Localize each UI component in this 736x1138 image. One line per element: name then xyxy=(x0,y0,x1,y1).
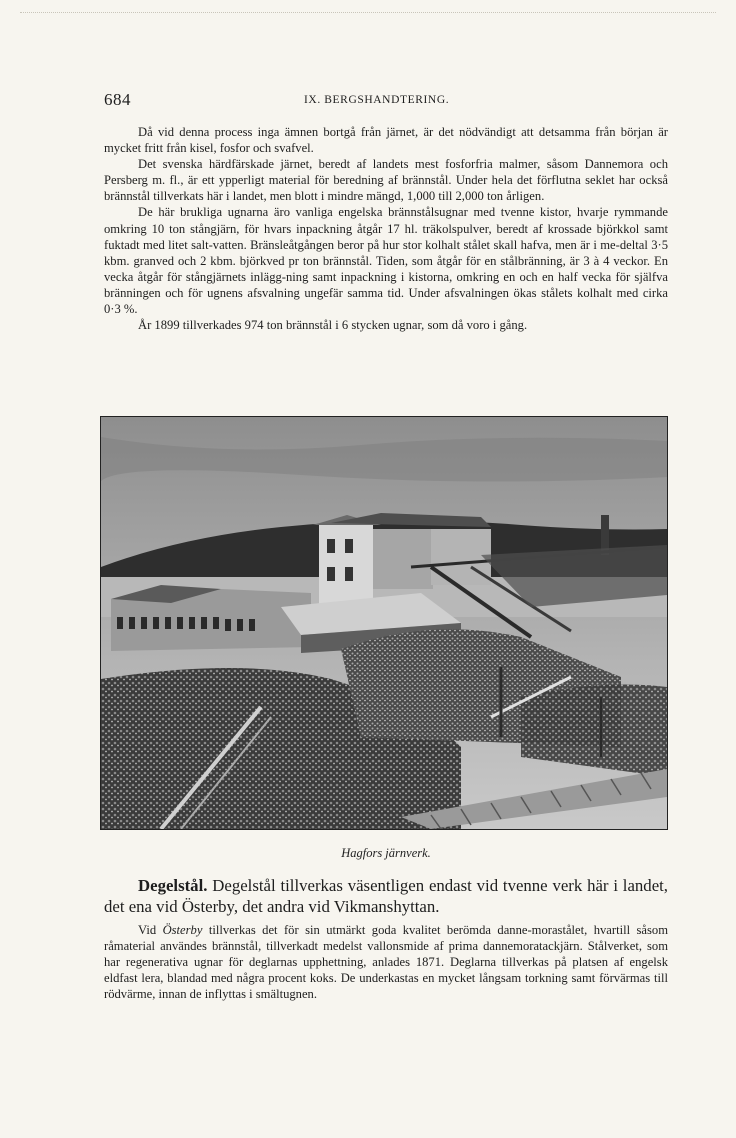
body-text-top xyxy=(104,124,668,333)
section-lead-text: Degelstål tillverkas väsentligen endast vid tvenne verk här i landet, det ena vid Österby, det andra vid Vikmanshyttan. xyxy=(104,876,669,916)
paragraph-start: Vid xyxy=(138,923,163,937)
section-degelstal xyxy=(104,876,668,917)
running-head: IX. BERGSHANDTERING. xyxy=(304,94,450,106)
place-name: Österby xyxy=(162,923,203,937)
paragraph-rest: tillverkas det för sin utmärkt goda kvalitet berömda danne-morastålet, hvartill såsom råmaterial användes brännstål, tillverkadt medelst vallonsmide af prima dannemoratackjärn. Stålverket, som har regenerativa ugnar för deglarnas upphettning, anlades 1871. Deglarna tillverkas på platsen af engelsk eldfast lera, blandad med några procent koks. De underkastas en mycket långsam torkning samt förvärmas till rödvärme, innan de inflyttas i smältugnen. xyxy=(104,923,668,1002)
page-number: 684 xyxy=(104,90,131,109)
photograph-hagfors-ironworks xyxy=(100,416,668,830)
section-heading: Degelstål. xyxy=(138,876,208,895)
section-lead-paragraph xyxy=(104,876,668,917)
paragraph: De här brukliga ugnarna äro vanliga engelska brännstålsugnar med tvenne kistor, hvarje rymmande omkring 10 ton stångjärn, för hvars inpackning åtgår 17 hl. träkolspulver, beredt af krossade björkkol samt fuktadt med litet salt-vatten. Bränsleåtgången beror på hur stor kolhalt stålet skall hafva, men är i me-deltal 3·5 kbm. granved och 2 kbm. björkved pr ton brännstål. Tiden, som åtgår för en stålbränning, är 3 à 4 veckor. En vecka åtgår för stångjärnets inlägg-ning samt inpackning i kistorna, omkring en och en half vecka för själfva bränningen och för ugnens afsvalning ungefär samma tid. Under afsvalningen ökas stålets kolhalt med cirka 0·3 %. xyxy=(104,205,668,317)
paragraph: År 1899 tillverkades 974 ton brännstål i 6 stycken ugnar, som då voro i gång. xyxy=(138,318,528,333)
figure-caption: Hagfors järnverk. xyxy=(341,846,431,860)
scan-artifact-line xyxy=(20,12,716,14)
paragraph: Det svenska härdfärskade järnet, beredt af landets mest fosforfria malmer, såsom Dannemora och Persberg m. fl., är ett ypperligt material för beredning af brännstål. Under hela det förflutna seklet har också brännstål tillverkats här i landet, men blott i mindre mängd, 1,000 till 2,000 ton årligen. xyxy=(104,157,668,204)
paragraph: Då vid denna process inga ämnen bortgå från järnet, är det nödvändigt att detsamma från början är mycket fritt från kisel, fosfor och svafvel. xyxy=(104,125,668,156)
paragraph xyxy=(104,922,668,1002)
page-header xyxy=(104,90,668,110)
body-text-bottom xyxy=(104,922,668,1002)
